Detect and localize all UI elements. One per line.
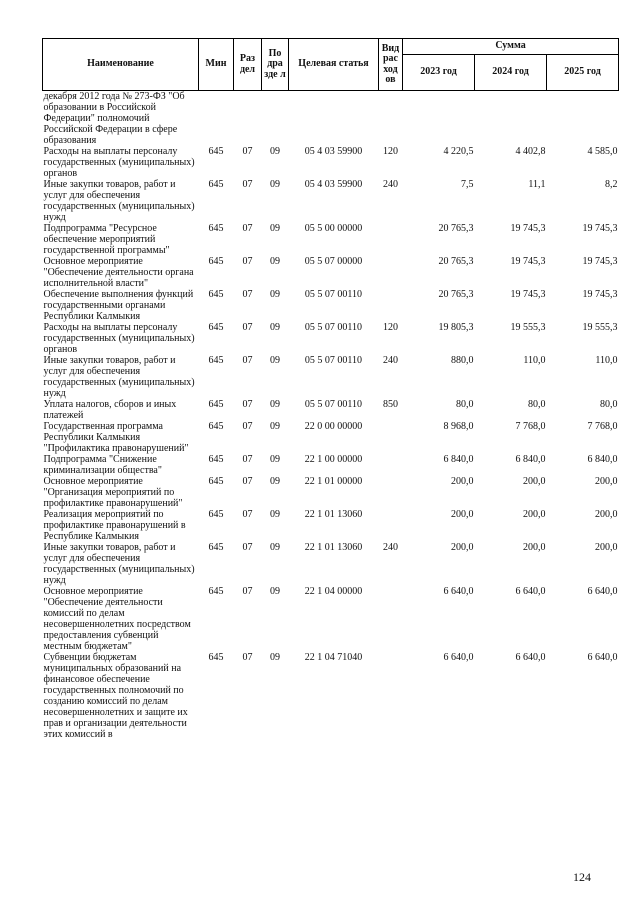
row-razdel: 07 xyxy=(242,355,253,366)
row-value-2025: 6 640,0 xyxy=(587,652,618,663)
row-value-2024: 110,0 xyxy=(523,355,546,366)
row-value-2024: 80,0 xyxy=(528,399,546,410)
row-min xyxy=(199,91,234,147)
row-value-2023: 19 805,3 xyxy=(438,322,474,333)
header-target: Целевая статья xyxy=(289,39,379,91)
table-row xyxy=(43,476,619,509)
row-min: 645 xyxy=(208,586,224,597)
row-value-2025: 7 768,0 xyxy=(587,421,618,432)
row-target: 22 1 01 13060 xyxy=(304,509,363,520)
row-value-2023: 6 640,0 xyxy=(443,586,474,597)
row-name: Расходы на выплаты персоналу государственных (муниципальных) органов xyxy=(43,322,195,355)
row-value-2023: 80,0 xyxy=(456,399,474,410)
row-razdel: 07 xyxy=(242,586,253,597)
row-name: Государственная программа Республики Калмыкия "Профилактика правонарушений" xyxy=(43,421,189,454)
row-name: Субвенции бюджетам муниципальных образований на финансовое обеспечение государственных полномочий по созданию комиссий по делам несовершеннолетних и защите их прав и организации деятельности этих комиссий в xyxy=(43,652,188,740)
row-value-2023: 880,0 xyxy=(451,355,474,366)
row-min: 645 xyxy=(208,399,224,410)
row-value-2025: 200,0 xyxy=(595,476,618,487)
row-min: 645 xyxy=(208,179,224,190)
row-podrazdel: 09 xyxy=(270,586,280,597)
row-value-2025: 19 745,3 xyxy=(582,223,618,234)
row-value-2023: 6 840,0 xyxy=(443,454,474,465)
row-razdel: 07 xyxy=(242,421,253,432)
row-name: Подпрограмма "Снижение криминализации общества" xyxy=(43,454,162,476)
row-vid: 240 xyxy=(383,355,398,366)
row-podrazdel xyxy=(262,91,289,147)
row-target: 22 1 01 13060 xyxy=(304,542,363,553)
table-row xyxy=(43,355,619,399)
row-target: 05 5 07 00110 xyxy=(304,399,363,410)
row-target: 05 5 07 00000 xyxy=(304,256,363,267)
row-podrazdel: 09 xyxy=(270,421,280,432)
header-year-2025: 2025 год xyxy=(547,55,619,91)
row-value-2025: 200,0 xyxy=(595,509,618,520)
row-value-2024: 6 640,0 xyxy=(515,652,546,663)
row-razdel: 07 xyxy=(242,146,253,157)
row-min: 645 xyxy=(208,454,224,465)
row-vid xyxy=(379,454,403,476)
table-row xyxy=(43,586,619,652)
row-target xyxy=(289,91,379,147)
row-podrazdel: 09 xyxy=(270,652,280,663)
table-row xyxy=(43,421,619,454)
row-name: Основное мероприятие "Обеспечение деятельности органа исполнительной власти" xyxy=(43,256,194,289)
row-vid xyxy=(379,652,403,740)
row-min: 645 xyxy=(208,509,224,520)
row-min: 645 xyxy=(208,223,224,234)
row-name: Основное мероприятие "Обеспечение деятельности комиссий по делам несовершеннолетних посредством предоставления субвенций местным бюджетам" xyxy=(43,586,191,652)
row-min: 645 xyxy=(208,421,224,432)
row-value-2024: 11,1 xyxy=(528,179,546,190)
row-vid xyxy=(379,421,403,454)
row-value-2025: 19 555,3 xyxy=(582,322,618,333)
table-header xyxy=(43,39,619,91)
table-row xyxy=(43,652,619,740)
table-body xyxy=(43,91,619,741)
row-vid xyxy=(379,586,403,652)
row-value-2025: 4 585,0 xyxy=(587,146,618,157)
row-target: 22 1 01 00000 xyxy=(304,476,363,487)
row-value-2025: 19 745,3 xyxy=(582,289,618,300)
row-target: 05 4 03 59900 xyxy=(304,179,363,190)
table-row xyxy=(43,454,619,476)
row-value-2023 xyxy=(403,91,475,147)
row-value-2023: 20 765,3 xyxy=(438,289,474,300)
row-min: 645 xyxy=(208,355,224,366)
row-vid xyxy=(379,223,403,256)
row-podrazdel: 09 xyxy=(270,322,280,333)
table-row xyxy=(43,146,619,179)
row-razdel: 07 xyxy=(242,476,253,487)
row-vid xyxy=(379,509,403,542)
row-podrazdel: 09 xyxy=(270,289,280,300)
row-podrazdel: 09 xyxy=(270,509,280,520)
row-target: 22 1 04 00000 xyxy=(304,586,363,597)
row-name: Реализация мероприятий по профилактике правонарушений в Республике Калмыкия xyxy=(43,509,186,542)
row-value-2025: 80,0 xyxy=(600,399,618,410)
header-podrazdel: По дра зде л xyxy=(262,39,289,91)
row-value-2025: 200,0 xyxy=(595,542,618,553)
row-value-2024: 6 840,0 xyxy=(515,454,546,465)
row-podrazdel: 09 xyxy=(270,179,280,190)
row-min: 645 xyxy=(208,256,224,267)
table-row xyxy=(43,91,619,147)
row-vid: 240 xyxy=(383,542,398,553)
header-razdel: Раз дел xyxy=(234,39,262,91)
row-name: Иные закупки товаров, работ и услуг для обеспечения государственных (муниципальных) нужд xyxy=(43,179,195,223)
row-razdel: 07 xyxy=(242,399,253,410)
row-podrazdel: 09 xyxy=(270,399,280,410)
row-value-2025 xyxy=(547,91,619,147)
row-target: 05 4 03 59900 xyxy=(304,146,363,157)
row-name: Уплата налогов, сборов и иных платежей xyxy=(43,399,177,421)
table-row xyxy=(43,223,619,256)
row-razdel: 07 xyxy=(242,542,253,553)
row-value-2023: 6 640,0 xyxy=(443,652,474,663)
row-value-2024: 200,0 xyxy=(523,476,546,487)
row-value-2023: 200,0 xyxy=(451,509,474,520)
row-target: 22 0 00 00000 xyxy=(304,421,363,432)
row-razdel: 07 xyxy=(242,454,253,465)
row-min: 645 xyxy=(208,289,224,300)
row-razdel: 07 xyxy=(242,179,253,190)
row-min: 645 xyxy=(208,542,224,553)
header-year-2023: 2023 год xyxy=(403,55,475,91)
row-value-2023: 20 765,3 xyxy=(438,256,474,267)
table-row xyxy=(43,542,619,586)
row-name: Обеспечение выполнения функций государственными органами Республики Калмыкия xyxy=(43,289,194,322)
row-podrazdel: 09 xyxy=(270,454,280,465)
row-value-2024: 6 640,0 xyxy=(515,586,546,597)
header-sum: Сумма xyxy=(403,39,619,55)
row-razdel xyxy=(234,91,262,147)
row-target: 22 1 04 71040 xyxy=(304,652,363,663)
row-razdel: 07 xyxy=(242,289,253,300)
row-value-2024: 19 555,3 xyxy=(510,322,546,333)
row-value-2023: 8 968,0 xyxy=(443,421,474,432)
row-min: 645 xyxy=(208,322,224,333)
row-vid: 120 xyxy=(383,146,398,157)
row-vid xyxy=(379,289,403,322)
row-name: Расходы на выплаты персоналу государственных (муниципальных) органов xyxy=(43,146,195,179)
row-vid: 240 xyxy=(383,179,398,190)
row-target: 05 5 07 00110 xyxy=(304,322,363,333)
row-min: 645 xyxy=(208,476,224,487)
row-razdel: 07 xyxy=(242,223,253,234)
row-name: Иные закупки товаров, работ и услуг для обеспечения государственных (муниципальных) нужд xyxy=(43,542,195,586)
row-podrazdel: 09 xyxy=(270,476,280,487)
table-row xyxy=(43,322,619,355)
row-razdel: 07 xyxy=(242,256,253,267)
row-value-2024: 200,0 xyxy=(523,509,546,520)
row-value-2024: 4 402,8 xyxy=(515,146,546,157)
row-value-2023: 200,0 xyxy=(451,476,474,487)
row-podrazdel: 09 xyxy=(270,355,280,366)
budget-table xyxy=(42,38,619,740)
row-value-2025: 8,2 xyxy=(605,179,618,190)
header-min: Мин xyxy=(199,39,234,91)
row-value-2025: 6 840,0 xyxy=(587,454,618,465)
row-value-2024: 19 745,3 xyxy=(510,223,546,234)
row-value-2023: 7,5 xyxy=(461,179,474,190)
table-row xyxy=(43,179,619,223)
row-vid: 850 xyxy=(383,399,398,410)
row-razdel: 07 xyxy=(242,322,253,333)
row-podrazdel: 09 xyxy=(270,223,280,234)
row-podrazdel: 09 xyxy=(270,256,280,267)
row-podrazdel: 09 xyxy=(270,542,280,553)
row-value-2025: 19 745,3 xyxy=(582,256,618,267)
row-value-2024: 7 768,0 xyxy=(515,421,546,432)
header-vid: Вид рас ход ов xyxy=(379,39,403,91)
table-row xyxy=(43,289,619,322)
row-target: 05 5 00 00000 xyxy=(304,223,363,234)
row-vid xyxy=(379,91,403,147)
row-target: 22 1 00 00000 xyxy=(304,454,363,465)
row-value-2023: 200,0 xyxy=(451,542,474,553)
row-value-2024: 200,0 xyxy=(523,542,546,553)
row-name: Подпрограмма "Ресурсное обеспечение мероприятий государственной программы" xyxy=(43,223,170,256)
row-value-2024 xyxy=(475,91,547,147)
row-min: 645 xyxy=(208,652,224,663)
header-name: Наименование xyxy=(43,39,199,91)
row-value-2023: 20 765,3 xyxy=(438,223,474,234)
row-name: декабря 2012 года № 273-ФЗ "Об образовании в Российской Федерации" полномочий Российской Федерации в сфере образования xyxy=(43,91,185,146)
row-value-2025: 6 640,0 xyxy=(587,586,618,597)
row-razdel: 07 xyxy=(242,652,253,663)
table-row xyxy=(43,399,619,421)
page-number: 124 xyxy=(573,870,591,884)
row-podrazdel: 09 xyxy=(270,146,280,157)
row-vid xyxy=(379,256,403,289)
row-value-2024: 19 745,3 xyxy=(510,256,546,267)
row-target: 05 5 07 00110 xyxy=(304,289,363,300)
row-vid: 120 xyxy=(383,322,398,333)
row-value-2025: 110,0 xyxy=(595,355,618,366)
row-min: 645 xyxy=(208,146,224,157)
row-razdel: 07 xyxy=(242,509,253,520)
row-name: Иные закупки товаров, работ и услуг для обеспечения государственных (муниципальных) нужд xyxy=(43,355,195,399)
row-vid xyxy=(379,476,403,509)
row-value-2024: 19 745,3 xyxy=(510,289,546,300)
header-year-2024: 2024 год xyxy=(475,55,547,91)
row-target: 05 5 07 00110 xyxy=(304,355,363,366)
row-value-2023: 4 220,5 xyxy=(443,146,474,157)
row-name: Основное мероприятие "Организация мероприятий по профилактике правонарушений" xyxy=(43,476,183,509)
table-row xyxy=(43,256,619,289)
table-row xyxy=(43,509,619,542)
